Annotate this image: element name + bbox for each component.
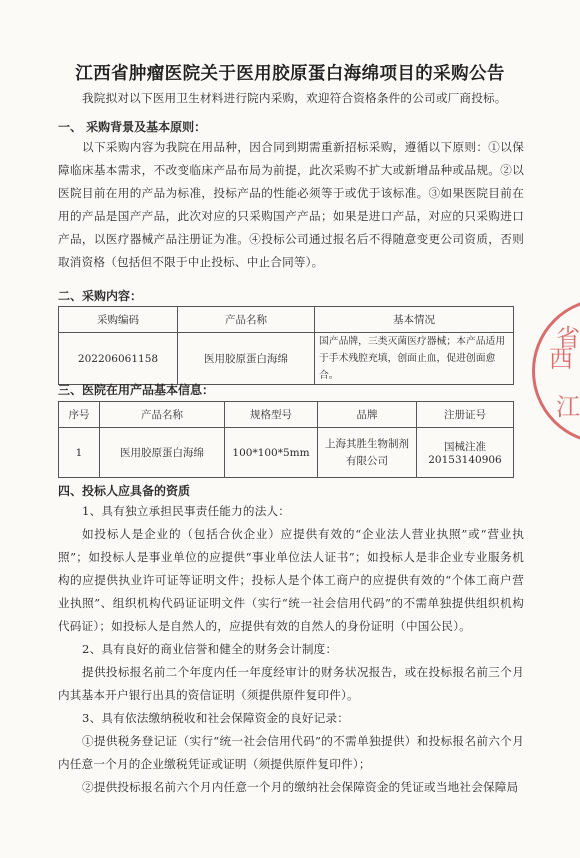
header-cell: 基本情况 (315, 307, 514, 333)
header-cell: 序号 (59, 402, 100, 428)
table-header-row (59, 402, 514, 428)
table-cell: 医用胶原蛋白海绵 (178, 333, 315, 385)
qualification-3-item-b: ②提供投标报名前六个月内任意一个月的缴纳社会保障资金的凭证或当地社会保障局 (82, 780, 519, 794)
section4-heading: 四、投标人应具备的资质 (58, 484, 191, 498)
header-cell: 产品名称 (100, 402, 225, 428)
seal-char: 省 (556, 324, 580, 352)
qualification-1-title: 1、具有独立承担民事责任能力的法人： (82, 504, 291, 518)
qualification-2-body: 提供投标报名前二个年度内任一年度经审计的财务状况报告，或在投标报名前三个月内其基本开户银行出具的资信证明（须提供原件复印件）。 (58, 665, 524, 702)
header-cell: 规格型号 (225, 402, 318, 428)
table-cell: 国械注准 20153140906 (417, 428, 514, 478)
header-cell: 产品名称 (178, 307, 315, 333)
table-row (59, 428, 514, 478)
table-cell: 202206061158 (59, 333, 178, 385)
table-row (59, 333, 514, 385)
table-cell: 医用胶原蛋白海绵 (100, 428, 225, 478)
section1-heading: 一、 采购背景及基本原则： (58, 120, 207, 134)
seal-char: 西 (549, 345, 573, 373)
section2-heading: 二、采购内容： (58, 289, 143, 303)
table-cell: 国产品牌，三类灭菌医疗器械；本产品适用于手术残腔充填，创面止血，促进创面愈合。 (315, 333, 514, 385)
qualification-2-title: 2、具有良好的商业信誉和健全的财务会计制度： (82, 642, 338, 656)
procurement-table (58, 306, 514, 385)
section3-heading: 三、医院在用产品基本信息： (58, 383, 215, 397)
table-cell: 上海其胜生物制剂有限公司 (318, 428, 417, 478)
table-header-row (59, 307, 514, 333)
table-cell: 100*100*5mm (225, 428, 318, 478)
table-cell: 1 (59, 428, 100, 478)
header-cell: 采购编码 (59, 307, 178, 333)
qualification-1-body: 如投标人是企业的（包括合伙企业）应提供有效的“企业法人营业执照”或“营业执照”；如投标人是事业单位的应提供“事业单位法人证书”；如投标人是非企业专业服务机构的应提供执业许可证等证明文件；投标人是个体工商户的应提供有效的“个体工商户营业执照”、组织机构代码证证明文件（实行“统一社会信用代码”的不需单独提供组织机构代码证）；如投标人是自然人的，应提供有效的自然人的身份证明（中国公民）。 (58, 527, 524, 633)
document-title: 江西省肿瘤医院关于医用胶原蛋白海绵项目的采购公告 (75, 64, 505, 84)
header-cell: 品牌 (318, 402, 417, 428)
section1-body: 以下采购内容为我院在用品种，因合同到期需重新招标采购，遵循以下原则：①以保障临床基本需求，不改变临床产品布局为前提，此次采购不扩大或新增品种或品规。②以医院目前在用的产品为标准，投标产品的性能必须等于或优于该标准。③如果医院目前在用的产品是国产产品，此次对应的只采购国产产品；如果是进口产品，对应的只采购进口产品，以医疗器械产品注册证为准。④投标公司通过报名后不得随意变更公司资质，否则取消资格（包括但不限于中止投标、中止合同等）。 (58, 140, 524, 269)
header-cell: 注册证号 (417, 402, 514, 428)
intro-paragraph: 我院拟对以下医用卫生材料进行院内采购，欢迎符合资格条件的公司或厂商投标。 (82, 91, 507, 105)
qualification-3-title: 3、具有依法缴纳税收和社会保障资金的良好记录： (82, 711, 350, 725)
product-info-table (58, 401, 514, 478)
qualification-3-item-a: ①提供税务登记证（实行“统一社会信用代码”的不需单独提供）和投标报名前六个月内任意一个月的企业缴税凭证或证明（须提供原件复印件）； (58, 734, 524, 771)
seal-char: 江 (556, 393, 580, 421)
